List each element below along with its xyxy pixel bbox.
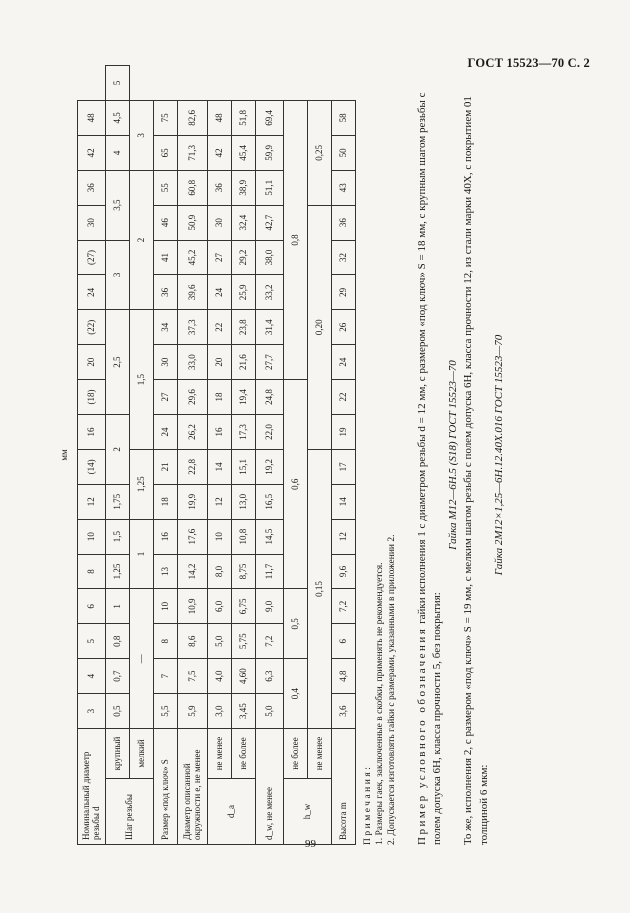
height-cell: 29	[332, 275, 356, 310]
coarse-cell: 1,75	[106, 484, 130, 519]
fine-cell: 1,5	[130, 310, 154, 450]
coarse-cell: 3,5	[106, 170, 130, 240]
coarse-cell: 4	[106, 135, 130, 170]
height-cell: 32	[332, 240, 356, 275]
diameter-cell: 48	[78, 100, 106, 135]
diameter-cell: 20	[78, 345, 106, 380]
wrench-cell: 34	[154, 310, 178, 345]
height-cell: 24	[332, 345, 356, 380]
dw-cell: 33,2	[256, 275, 284, 310]
da-max-cell: 32,4	[232, 205, 256, 240]
hw-max-cell: 0,5	[284, 589, 308, 659]
note-1: 1. Размеры гаек, заключенные в скобки, применять не рекомендуется.	[374, 562, 385, 845]
table-row-height	[332, 66, 356, 845]
dw-cell: 51,1	[256, 170, 284, 205]
coarse-cell: 2	[106, 414, 130, 484]
dw-cell: 24,8	[256, 380, 284, 415]
height-cell: 36	[332, 205, 356, 240]
designation-example	[415, 65, 507, 845]
diameter-cell: 12	[78, 484, 106, 519]
example-text-1: гайки исполнения 1 с диаметром резьбы d = 12 мм, с размером «под ключ» S = 18 мм, с крупным шагом резьбы с полем допуска 6Н, класса прочности 5, без покрытия:	[416, 92, 444, 845]
wrench-cell: 55	[154, 170, 178, 205]
da-min-cell: 22	[208, 310, 232, 345]
coarse-cell: 5	[106, 66, 130, 101]
da-min-cell: 14	[208, 449, 232, 484]
height-cell: 14	[332, 484, 356, 519]
diameter-cell: 42	[78, 135, 106, 170]
fine-label: мелкий	[130, 729, 154, 779]
circle-cell: 5,9	[178, 694, 208, 729]
circle-cell: 39,6	[178, 275, 208, 310]
wrench-cell: 8	[154, 624, 178, 659]
dw-cell: 16,5	[256, 484, 284, 519]
dw-cell: 31,4	[256, 310, 284, 345]
max-label: не более	[232, 729, 256, 779]
da-max-cell: 23,8	[232, 310, 256, 345]
circle-cell: 33,0	[178, 345, 208, 380]
table-row-fine-pitch	[130, 66, 154, 845]
dw-cell: 6,3	[256, 659, 284, 694]
height-cell: 22	[332, 380, 356, 415]
diameter-cell: (14)	[78, 449, 106, 484]
height-cell: 7,2	[332, 589, 356, 624]
hw-min-label: не менее	[308, 729, 332, 779]
da-min-cell: 5,0	[208, 624, 232, 659]
height-cell: 12	[332, 519, 356, 554]
da-max-cell: 51,8	[232, 100, 256, 135]
height-cell: 26	[332, 310, 356, 345]
circle-cell: 37,3	[178, 310, 208, 345]
wrench-cell: 36	[154, 275, 178, 310]
diameter-cell: (18)	[78, 380, 106, 415]
diameter-cell: (27)	[78, 240, 106, 275]
da-min-cell: 42	[208, 135, 232, 170]
diameter-cell: 3	[78, 694, 106, 729]
diameter-cell: 36	[78, 170, 106, 205]
dw-cell: 9,0	[256, 589, 284, 624]
height-cell: 58	[332, 100, 356, 135]
hw-min-cell: 0,20	[308, 205, 332, 449]
table-row-da-min	[208, 66, 232, 845]
circle-cell: 14,2	[178, 554, 208, 589]
designation-formula-1: Гайка М12—6Н.5 (S18) ГОСТ 15523—70	[446, 360, 459, 550]
circle-cell: 8,6	[178, 624, 208, 659]
wrench-cell: 65	[154, 135, 178, 170]
height-cell: 6	[332, 624, 356, 659]
dw-cell: 11,7	[256, 554, 284, 589]
diameter-cell: 5	[78, 624, 106, 659]
circle-cell: 45,2	[178, 240, 208, 275]
height-cell: 9,6	[332, 554, 356, 589]
coarse-cell: 0,5	[106, 694, 130, 729]
height-label: Высота m	[332, 729, 356, 845]
fine-cell: 2	[130, 170, 154, 310]
da-min-cell: 16	[208, 414, 232, 449]
da-max-cell: 10,8	[232, 519, 256, 554]
dw-cell: 38,0	[256, 240, 284, 275]
height-cell: 19	[332, 414, 356, 449]
hw-min-cell: 0,15	[308, 449, 332, 728]
table-row-da-max	[232, 66, 256, 845]
coarse-cell: 2,5	[106, 310, 130, 415]
dw-cell: 19,2	[256, 449, 284, 484]
da-max-cell: 8,75	[232, 554, 256, 589]
hw-max-cell: 0,8	[284, 100, 308, 379]
hw-max-cell: 0,4	[284, 659, 308, 729]
example-paragraph-2: То же, исполнения 2, с размером «под ключ» S = 19 мм, с мелким шагом резьбы с полем допуска 6Н, класса прочности 12, из стали марки 40Х, с покрытием 01 толщиной 6 мкм:	[462, 96, 490, 845]
wrench-cell: 27	[154, 380, 178, 415]
wrench-cell: 41	[154, 240, 178, 275]
da-max-cell: 6,75	[232, 589, 256, 624]
da-min-cell: 18	[208, 380, 232, 415]
fine-cell: —	[130, 589, 154, 729]
da-min-cell: 30	[208, 205, 232, 240]
diameter-cell: 30	[78, 205, 106, 240]
dw-cell: 22,0	[256, 414, 284, 449]
dw-cell: 69,4	[256, 100, 284, 135]
diameter-cell: 8	[78, 554, 106, 589]
wrench-cell: 21	[154, 449, 178, 484]
diameter-cell: 4	[78, 659, 106, 694]
da-max-cell: 17,3	[232, 414, 256, 449]
da-min-cell: 36	[208, 170, 232, 205]
height-cell: 43	[332, 170, 356, 205]
diameter-cell: (22)	[78, 310, 106, 345]
table-row-diameter	[78, 66, 106, 845]
note-2: 2. Допускается изготовлять гайки с размерами, указанными в приложении 2.	[386, 534, 397, 845]
coarse-cell: 1,25	[106, 554, 130, 589]
wrench-cell: 75	[154, 100, 178, 135]
da-max-cell: 19,4	[232, 380, 256, 415]
circle-cell: 17,6	[178, 519, 208, 554]
table-row-hw-min	[308, 66, 332, 845]
diameter-header: Номинальный диаметр резьбы d	[78, 729, 106, 845]
height-cell: 4,8	[332, 659, 356, 694]
dw-cell: 7,2	[256, 624, 284, 659]
hw-min-cell: 0,25	[308, 100, 332, 205]
wrench-cell: 46	[154, 205, 178, 240]
dw-cell: 14,5	[256, 519, 284, 554]
circle-cell: 71,3	[178, 135, 208, 170]
fine-cell: 3	[130, 100, 154, 170]
circle-cell: 50,9	[178, 205, 208, 240]
thread-pitch-label: Шаг резьбы	[106, 779, 154, 845]
table-row-circumscribed-diameter	[178, 66, 208, 845]
nut-dimensions-table	[77, 65, 356, 845]
circle-cell: 60,8	[178, 170, 208, 205]
da-min-cell: 12	[208, 484, 232, 519]
da-min-cell: 4,0	[208, 659, 232, 694]
da-max-cell: 5,75	[232, 624, 256, 659]
dw-cell: 27,7	[256, 345, 284, 380]
page-number: 99	[305, 838, 316, 850]
wrench-cell: 5,5	[154, 694, 178, 729]
wrench-cell: 16	[154, 519, 178, 554]
da-max-cell: 25,9	[232, 275, 256, 310]
coarse-cell: 4,5	[106, 100, 130, 135]
circle-cell: 10,9	[178, 589, 208, 624]
da-max-cell: 15,1	[232, 449, 256, 484]
height-cell: 17	[332, 449, 356, 484]
diameter-cell: 6	[78, 589, 106, 624]
hw-label: h_w	[284, 779, 332, 845]
wrench-cell: 13	[154, 554, 178, 589]
wrench-size-label: Размер «под ключ» S	[154, 729, 178, 845]
hw-max-cell: 0,6	[284, 380, 308, 589]
document-header: ГОСТ 15523—70 С. 2	[467, 56, 590, 70]
da-label: d_a	[208, 779, 256, 845]
table-row-wrench-size	[154, 66, 178, 845]
table-row-hw-max	[284, 66, 308, 845]
diameter-cell: 24	[78, 275, 106, 310]
da-max-cell: 21,6	[232, 345, 256, 380]
da-min-cell: 20	[208, 345, 232, 380]
circumscribed-diameter-label: Диаметр описанной окружности е, не менее	[178, 729, 208, 845]
circle-cell: 82,6	[178, 100, 208, 135]
diameter-cell: 10	[78, 519, 106, 554]
circle-cell: 19,9	[178, 484, 208, 519]
da-min-cell: 48	[208, 100, 232, 135]
hw-max-label: не более	[284, 729, 308, 779]
unit-label: мм	[59, 449, 69, 461]
coarse-cell: 0,8	[106, 624, 130, 659]
da-min-cell: 27	[208, 240, 232, 275]
coarse-cell: 0,7	[106, 659, 130, 694]
da-max-cell: 3,45	[232, 694, 256, 729]
da-min-cell: 24	[208, 275, 232, 310]
fine-cell: 1,25	[130, 449, 154, 519]
wrench-cell: 18	[154, 484, 178, 519]
height-cell: 3,6	[332, 694, 356, 729]
wrench-cell: 7	[154, 659, 178, 694]
da-min-cell: 3,0	[208, 694, 232, 729]
da-min-cell: 10	[208, 519, 232, 554]
da-max-cell: 38,9	[232, 170, 256, 205]
circle-cell: 7,5	[178, 659, 208, 694]
diameter-cell: 16	[78, 414, 106, 449]
dw-cell: 5,0	[256, 694, 284, 729]
designation-formula-2: Гайка 2М12×1,25—6Н.12.40Х.016 ГОСТ 15523—70	[492, 334, 505, 576]
circle-cell: 29,6	[178, 380, 208, 415]
circle-cell: 22,8	[178, 449, 208, 484]
min-label: не менее	[208, 729, 232, 779]
height-cell: 50	[332, 135, 356, 170]
example-lead: Пример условного обозначения	[416, 626, 428, 845]
dw-cell: 59,9	[256, 135, 284, 170]
coarse-cell: 1	[106, 589, 130, 624]
da-min-cell: 8,0	[208, 554, 232, 589]
fine-cell: 1	[130, 519, 154, 589]
da-min-cell: 6,0	[208, 589, 232, 624]
notes	[363, 535, 399, 846]
da-max-cell: 13,0	[232, 484, 256, 519]
da-max-cell: 45,4	[232, 135, 256, 170]
da-max-cell: 4,60	[232, 659, 256, 694]
notes-title: Примечания:	[363, 764, 373, 845]
wrench-cell: 10	[154, 589, 178, 624]
wrench-cell: 24	[154, 414, 178, 449]
example-paragraph-1	[415, 65, 446, 845]
da-max-cell: 29,2	[232, 240, 256, 275]
coarse-label: крупный	[106, 729, 130, 779]
circle-cell: 26,2	[178, 414, 208, 449]
coarse-cell: 3	[106, 240, 130, 310]
dw-cell: 42,7	[256, 205, 284, 240]
table-row-dw	[256, 66, 284, 845]
wrench-cell: 30	[154, 345, 178, 380]
dw-label: d_w, не менее	[256, 729, 284, 845]
rotated-content	[55, 65, 615, 845]
table-row-coarse-pitch	[106, 66, 130, 845]
coarse-cell: 1,5	[106, 519, 130, 554]
